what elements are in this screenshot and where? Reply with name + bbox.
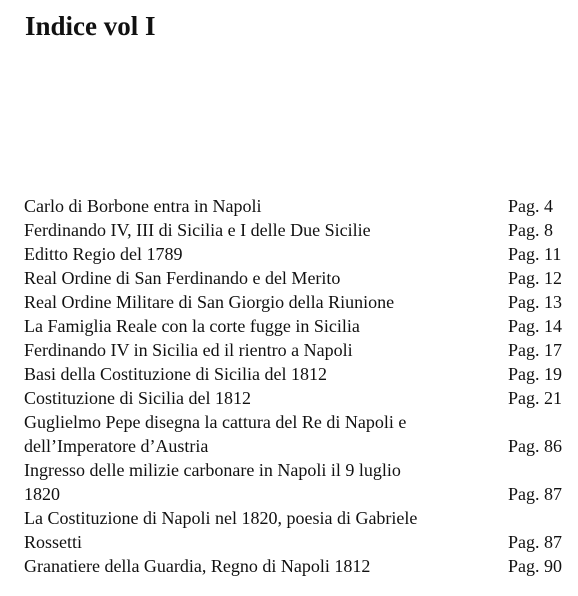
toc-entry-title: Ferdinando IV in Sicilia ed il rientro a Napoli — [24, 340, 353, 360]
toc-entry-title: Basi della Costituzione di Sicilia del 1812 — [24, 364, 327, 384]
toc-entry-title: Carlo di Borbone entra in Napoli — [24, 196, 262, 216]
toc-entry — [24, 338, 574, 362]
toc-entry-title: Costituzione di Sicilia del 1812 — [24, 388, 251, 408]
toc-entry — [24, 242, 574, 266]
toc-entry-page: Pag. 86 — [508, 436, 562, 456]
toc-entry-page: Pag. 90 — [508, 556, 562, 576]
toc-entry-page: Pag. 8 — [508, 220, 553, 240]
toc-entry — [24, 410, 574, 458]
toc-entry — [24, 290, 574, 314]
toc-entry-page: Pag. 12 — [508, 268, 562, 288]
toc-entry-title: Ferdinando IV, III di Sicilia e I delle Due Sicilie — [24, 220, 371, 240]
toc-entry-page: Pag. 13 — [508, 292, 562, 312]
toc-entry-title: Editto Regio del 1789 — [24, 244, 183, 264]
toc-entry — [24, 554, 574, 578]
toc-entry — [24, 362, 574, 386]
toc-entry-page: Pag. 87 — [508, 532, 562, 552]
toc-entry-title: Guglielmo Pepe disegna la cattura del Re di Napoli e dell’Imperatore d’Austria — [24, 412, 407, 456]
toc-entry-page: Pag. 87 — [508, 484, 562, 504]
toc-entry-title: Real Ordine Militare di San Giorgio della Riunione — [24, 292, 395, 312]
toc-entry — [24, 506, 574, 554]
toc-entry-title: Granatiere della Guardia, Regno di Napoli 1812 — [24, 556, 371, 576]
toc-entry-page: Pag. 11 — [508, 244, 562, 264]
toc-entry-page: Pag. 17 — [508, 340, 562, 360]
toc-entry-title: Ingresso delle milizie carbonare in Napoli il 9 luglio 1820 — [24, 460, 401, 504]
toc-entry — [24, 314, 574, 338]
page-title: Indice vol I — [25, 11, 156, 41]
toc-entry — [24, 458, 574, 506]
toc-entry — [24, 218, 574, 242]
toc-entry — [24, 386, 574, 410]
toc-entry-page: Pag. 4 — [508, 196, 553, 216]
toc-entry-page: Pag. 21 — [508, 388, 562, 408]
toc-entry-title: La Costituzione di Napoli nel 1820, poesia di Gabriele Rossetti — [24, 508, 418, 552]
table-of-contents — [24, 194, 574, 578]
toc-entry-title: Real Ordine di San Ferdinando e del Merito — [24, 268, 341, 288]
toc-entry-page: Pag. 14 — [508, 316, 562, 336]
toc-entry-title: La Famiglia Reale con la corte fugge in Sicilia — [24, 316, 360, 336]
toc-entry — [24, 266, 574, 290]
toc-entry — [24, 194, 574, 218]
toc-entry-page: Pag. 19 — [508, 364, 562, 384]
